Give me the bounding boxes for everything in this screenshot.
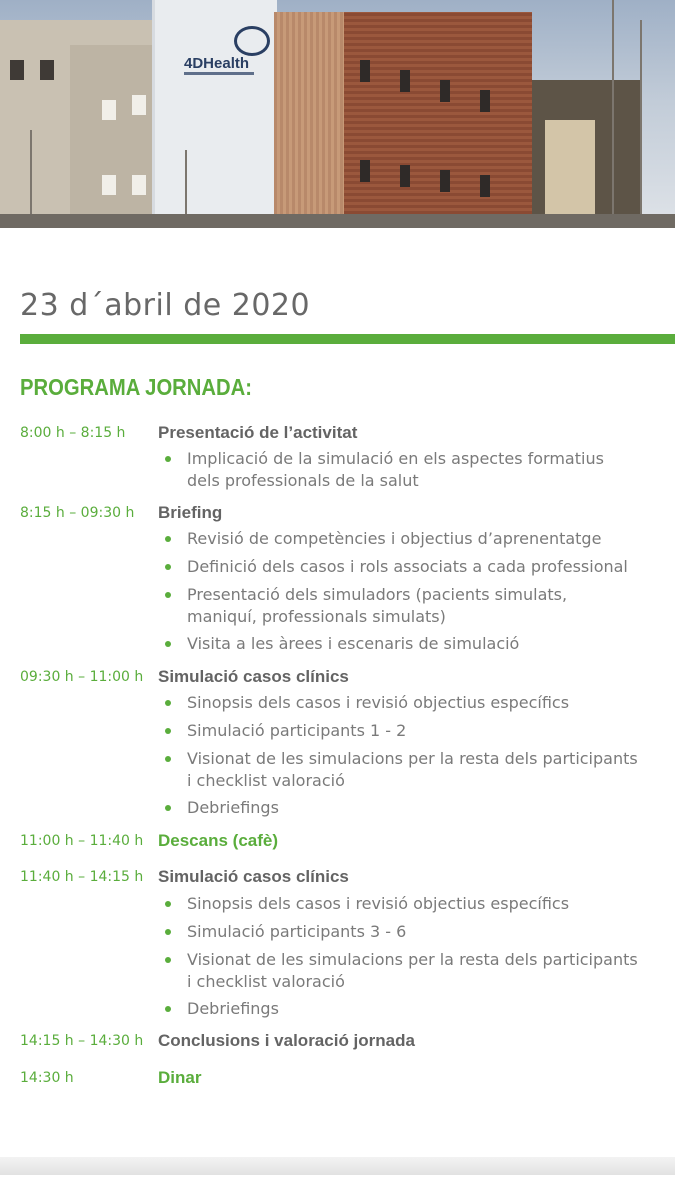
logo-mark-icon [234,26,270,56]
list-item: Visionat de les simulacions per la resta dels participants [187,749,638,768]
window [440,170,450,192]
list-item: maniquí, professionals simulats) [187,607,446,626]
list-item: Visita a les àrees i escenaris de simulació [187,634,520,653]
session-title: Simulació casos clínics [158,867,349,886]
event-date: 23 d´abril de 2020 [20,288,311,323]
street [0,214,675,228]
bullet-icon [165,957,171,963]
divider [20,334,675,344]
bullet-icon [165,700,171,706]
list-item: Simulació participants 3 - 6 [187,922,407,941]
header-photo [0,0,675,228]
session-title: Descans (cafè) [158,831,279,850]
bullet-icon [165,805,171,811]
window [480,175,490,197]
session-title: Dinar [158,1068,202,1087]
session-time: 11:40 h – 14:15 h [20,869,144,885]
list-item: Implicació de la simulació en els aspectes formatius [187,449,604,468]
bullet-icon [165,536,171,542]
window [360,60,370,82]
bullet-icon [165,1006,171,1012]
list-item: Simulació participants 1 - 2 [187,721,407,740]
tree-trunk [640,20,642,225]
window [102,100,116,120]
bullet-icon [165,756,171,762]
window [440,80,450,102]
list-item: Revisió de competències i objectius d’aprenentatge [187,529,602,548]
bullet-icon [165,728,171,734]
session-time: 14:15 h – 14:30 h [20,1033,144,1049]
tree-trunk [30,130,32,225]
list-item: i checklist valoració [187,771,345,790]
building-brick-louvres [274,12,344,226]
building-left-annex [70,45,160,225]
bullet-icon [165,592,171,598]
session-time: 8:00 h – 8:15 h [20,425,126,441]
session-time: 11:00 h – 11:40 h [20,833,144,849]
window [400,70,410,92]
list-item: i checklist valoració [187,972,345,991]
window [132,175,146,195]
bottom-bar [0,1157,675,1175]
list-item: Debriefings [187,999,279,1018]
session-title: Briefing [158,503,223,522]
tree-trunk [612,0,614,225]
session-time: 09:30 h – 11:00 h [20,669,144,685]
list-item: Definició dels casos i rols associats a cada professional [187,557,628,576]
bullet-icon [165,901,171,907]
list-item: Sinopsis dels casos i revisió objectius específics [187,894,570,913]
window [360,160,370,182]
session-title: Presentació de l’activitat [158,423,358,442]
window [10,60,24,80]
window [132,95,146,115]
bullet-icon [165,929,171,935]
session-time: 8:15 h – 09:30 h [20,505,135,521]
bullet-icon [165,456,171,462]
bottom-margin [0,1175,675,1200]
window [102,175,116,195]
list-item: dels professionals de la salut [187,471,419,490]
window [480,90,490,112]
session-title: Conclusions i valoració jornada [158,1031,415,1050]
window [400,165,410,187]
list-item: Debriefings [187,798,279,817]
building-logo: 4DHealth [184,55,250,72]
list-item: Presentació dels simuladors (pacients simulats, [187,585,568,604]
bullet-icon [165,641,171,647]
logo-underline [184,72,254,75]
building-right-facade [545,120,595,226]
window [40,60,54,80]
bullet-icon [165,564,171,570]
list-item: Visionat de les simulacions per la resta dels participants [187,950,638,969]
list-item: Sinopsis dels casos i revisió objectius específics [187,693,570,712]
session-title: Simulació casos clínics [158,667,349,686]
session-time: 14:30 h [20,1070,74,1086]
program-title: PROGRAMA JORNADA: [20,374,253,400]
